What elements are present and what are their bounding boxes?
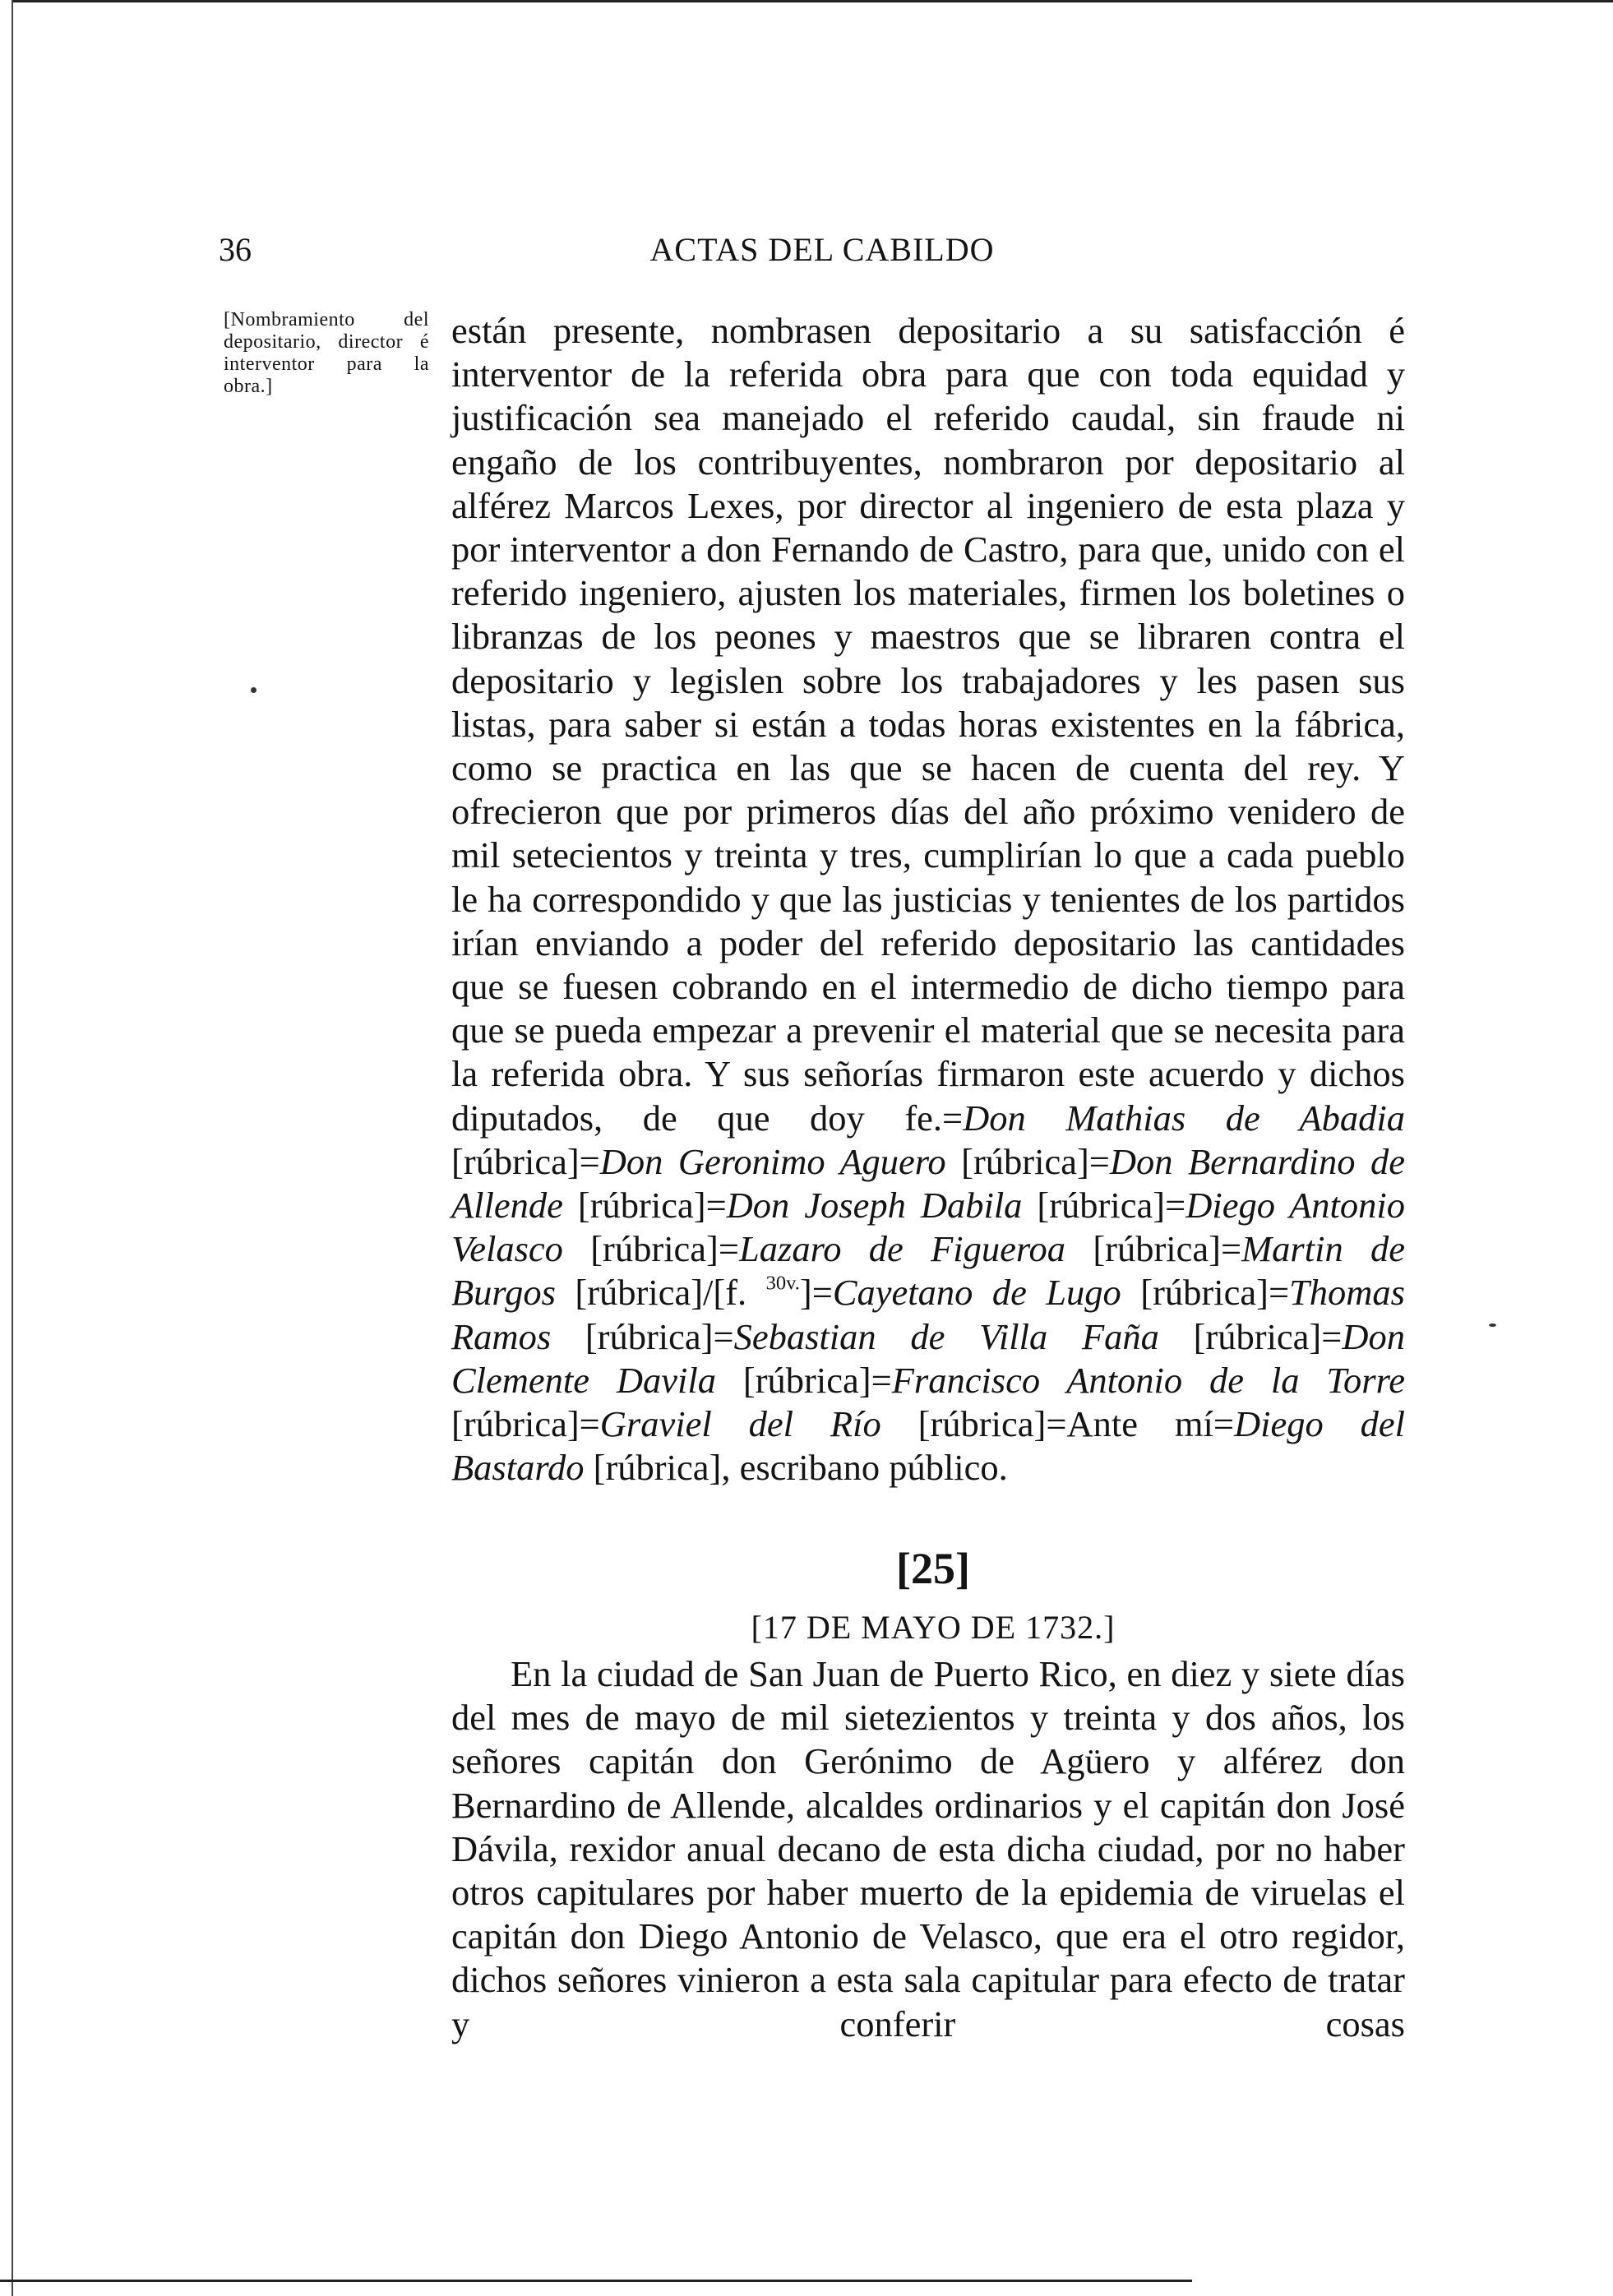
document-date: [17 DE MAYO DE 1732.] <box>751 1609 1116 1646</box>
rubrica-mark: [rúbrica] <box>577 1185 706 1227</box>
rubrica-mark: [rúbrica] <box>961 1140 1089 1182</box>
separator: / <box>703 1272 714 1314</box>
signatory-name: Diego Antonio Velasco <box>451 1185 1406 1270</box>
running-title: ACTAS DEL CABILDO <box>649 231 995 268</box>
signatory-name: Francisco Antonio de la Torre <box>891 1359 1405 1401</box>
rubrica-mark: [rúbrica] <box>451 1140 580 1182</box>
folio-marker <box>713 1272 811 1313</box>
rubrica-mark: [rúbrica] <box>917 1403 1047 1445</box>
page-left-edge <box>12 0 13 2296</box>
page-number: 36 <box>219 231 252 268</box>
signatory-name: Don Mathias de Abadia <box>963 1097 1406 1139</box>
rubrica-mark: [rúbrica] <box>1140 1272 1269 1314</box>
margin-note: [Nombramiento del depositario, director é interventor para la obra.] <box>224 309 429 397</box>
notary-prefix: Ante mí= <box>1066 1403 1234 1445</box>
signatory-name: Thomas Ramos <box>451 1272 1405 1357</box>
notary-name: Diego del Bastardo <box>451 1403 1406 1489</box>
separator: = <box>579 1403 600 1445</box>
act-25-body <box>451 1652 1405 2046</box>
rubrica-mark: [rúbrica] <box>1037 1185 1166 1227</box>
act-24-paragraph <box>451 309 1405 1490</box>
rubrica-mark: [rúbrica] <box>451 1403 580 1445</box>
signatory-name: Lazaro de Figueroa <box>739 1228 1066 1270</box>
separator: = <box>1268 1272 1290 1314</box>
signatory-name: Graviel del Río <box>599 1403 881 1445</box>
document-number: [25] <box>896 1544 970 1593</box>
signature-list <box>451 1097 1405 1444</box>
signatory-name: Don Bernardino de Allende <box>451 1140 1405 1227</box>
act-24-text: están presente, nombrasen depositario a su satisfacción é interventor de la referida obra para que con toda equidad y justificación sea manejado el referido caudal, sin fraude ni engaño de los contribuyentes, nombraron por depositario al alférez Marcos Lexes, por director al ingeniero de esta plaza y por interventor a don Fernando de Castro, para que, unido con el referido ingeniero, ajusten los materiales, firmen los boletines o libranzas de los peones y maestros que se libraren contra el depositario y legislen sobre los trabajadores y les pasen sus listas, para saber si están a todas horas existentes en la fábrica, como se practica en las que se hacen de cuenta del rey. Y ofrecieron que por primeros días del año próximo venidero de mil setecientos y treinta y tres, cumplirían lo que a cada pueblo le ha correspondido y que las justicias y tenientes de los partidos irían enviando a poder del referido depositario las cantidades que se fuesen cobrando en el intermedio de dicho tiempo para que se pueda empezar a prevenir el material que se necesita para la referida obra. Y sus señorías firmaron este acuerdo y dichos diputados, de que doy fe.= <box>451 310 1405 1139</box>
signatory-name: Sebastian de Villa Faña <box>733 1315 1159 1357</box>
rubrica-mark: [rúbrica] <box>585 1315 714 1357</box>
signatory-name: Don Joseph Dabila <box>726 1185 1023 1227</box>
separator: = <box>1046 1403 1067 1445</box>
signatory-name: Don Geronimo Aguero <box>599 1140 946 1182</box>
separator: = <box>705 1185 727 1227</box>
separator: = <box>811 1272 833 1314</box>
rubrica-mark: [rúbrica] <box>575 1272 704 1314</box>
folio-close: ] <box>799 1272 812 1314</box>
separator: = <box>1165 1185 1186 1227</box>
print-speck <box>1489 1324 1496 1327</box>
signatory-name: Martin de Burgos <box>451 1228 1405 1314</box>
rubrica-mark: [rúbrica] <box>742 1359 871 1401</box>
separator: = <box>718 1228 739 1270</box>
rubrica-mark: [rúbrica] <box>590 1228 719 1270</box>
notary-mark: [rúbrica] <box>593 1447 722 1489</box>
print-speck <box>251 687 257 693</box>
separator: = <box>713 1315 734 1357</box>
page-top-edge <box>12 0 1613 2</box>
page-bottom-edge <box>0 2280 1192 2282</box>
separator: = <box>1220 1228 1242 1270</box>
signatory-name: Cayetano de Lugo <box>832 1272 1121 1314</box>
separator: = <box>1321 1315 1343 1357</box>
folio-open: [f. <box>713 1272 766 1314</box>
separator: = <box>1088 1140 1110 1182</box>
separator: = <box>579 1140 600 1182</box>
rubrica-mark: [rúbrica] <box>1193 1315 1322 1357</box>
separator: = <box>871 1359 892 1401</box>
folio-number: 30v. <box>765 1273 800 1296</box>
act-24-conclusion <box>451 309 1405 1490</box>
act-25-paragraph: En la ciudad de San Juan de Puerto Rico, en diez y siete días del mes de mayo de mil sietezientos y treinta y dos años, los señores capitán don Gerónimo de Agüero y alférez don Bernardino de Allende, alcaldes ordinarios y el capitán don José Dávila, rexidor anual decano de esta dicha ciudad, por no haber otros capitulares por haber muerto de la epidemia de viruelas el capitán don Diego Antonio de Velasco, que era el otro regidor, dichos señores vinieron a esta sala capitular para efecto de tratar y conferir cosas <box>451 1653 1405 2044</box>
rubrica-mark: [rúbrica] <box>1093 1228 1221 1270</box>
notary-suffix: , escribano público. <box>721 1447 1008 1489</box>
signatory-name: Don Clemente Davila <box>451 1315 1406 1401</box>
